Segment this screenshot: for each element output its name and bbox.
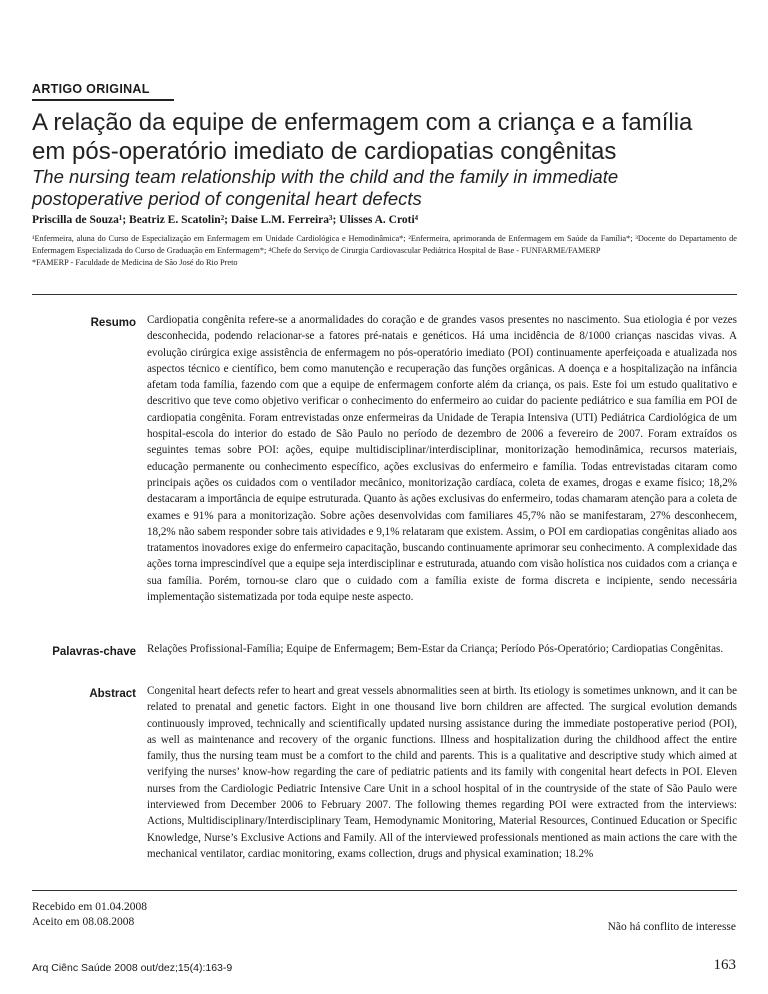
journal-citation: Arq Ciênc Saúde 2008 out/dez;15(4):163-9	[32, 962, 233, 974]
submission-dates	[32, 900, 147, 930]
resumo-label: Resumo	[90, 317, 136, 329]
keywords-label: Palavras-chave	[52, 646, 136, 658]
affiliation-note: *FAMERP - Faculdade de Medicina de São José do Rio Preto	[32, 258, 238, 267]
abstract-label: Abstract	[89, 688, 136, 700]
article-title-en: The nursing team relationship with the child and the family in immediate postoperative period of congenital heart defects	[32, 166, 619, 209]
section-label: ARTIGO ORIGINAL	[32, 82, 150, 96]
author-list: Priscilla de Souza¹; Beatriz E. Scatolin²; Daise L.M. Ferreira³; Ulisses A. Croti⁴	[32, 214, 419, 226]
affiliation-text: ¹Enfermeira, aluna do Curso de Especialização em Enfermagem em Unidade Cardiológica e Hemodinâmica*; ²Enfermeira, aprimoranda de Enfermagem em Saúde da Família*; ³Docente do Departamento de Enfermagem Especializada do Curso de Graduação em Enfermagem*; ⁴Chefe do Serviço de Cirurgia Cardiovascular Pediátrica Hospital de Base - FUNFARME/FAMERP	[32, 234, 737, 255]
header-divider	[32, 294, 737, 295]
section-underline	[32, 99, 174, 101]
keywords-text: Relações Profissional-Família; Equipe de Enfermagem; Bem-Estar da Criança; Período Pós-Operatório; Cardiopatias Congênitas.	[147, 643, 724, 655]
resumo-text: Cardiopatia congênita refere-se a anormalidades do coração e de grandes vasos presentes no nascimento. Sua etiologia é por vezes desconhecida, podendo relacionar-se a fatores pré-natais e genéticos. Há uma incidência de 8/1000 crianças nascidas vivas. A evolução cirúrgica exige assistência de enfermagem no pós-operatório imediato (POI) continuamente aperfeiçoada e atualizada nos aspectos técnico e científico, bem como manutenção e recuperação das funções orgânicas. A doença e a hospitalização na infância afetam toda família, fazendo com que a equipe de enfermagem conforte além da criança, os pais. Este foi um estudo qualitativo e descritivo que teve como objetivo verificar o conhecimento do enfermeiro ao cuidar do paciente pediátrico e sua família em POI de cardiopatia congênita. Foram entrevistadas onze enfermeiras da Unidade de Terapia Intensiva (UTI) Pediátrica Cardiológica de um hospital-escola do interior do estado de São Paulo no período de dezembro de 2006 a fevereiro de 2007. Foram extraídos os seguintes temas sobre POI: ações, equipe multidisciplinar/interdisciplinar, monitorização hemodinâmica, recursos materiais, educação permanente ou conhecimento específico, ações exclusivas do enfermeiro e família. Todas entrevistadas citaram como principais ações os cuidados com o ventilador mecânico, monitorização cardíaca, coleta de exames, drogas e exame físico; 18,2% destacaram a importância de equipe estruturada. Quanto às ações exclusivas do enfermeiro, todas chamaram atenção para a coleta de exames e 91% para a monitorização. Sobre ações desenvolvidas com familiares 45,7% não se manifestaram, 27% desconhecem, 18,2% não sabem responder sobre tais atividades e 9,1% relataram que existem. Assim, o POI em cardiopatias congênitas aliado aos tratamentos inovadores exige do enfermeiro capacitação, buscando continuamente aprimorar seu conhecimento. A complexidade das ações torna imprescindível que a equipe seja interdisciplinar e estruturada, atuando com visão holística nos cuidados com a criança e sua família. Porém, tornou-se claro que o cuidado com a família existe de forma discreta e incipiente, sendo necessária implementação sistematizada por toda equipe neste aspecto.	[147, 314, 737, 604]
page-number: 163	[713, 957, 736, 973]
footer-divider	[32, 890, 737, 891]
conflict-statement: Não há conflito de interesse	[607, 921, 736, 933]
abstract-text: Congenital heart defects refer to heart and great vessels abnormalities seen at birth. Its etiology is sometimes unknown, and it can be related to prenatal and genetic factors. Eight in one thousand live born children are affected. The surgical evolution demands continuously improved, technically and scientifically updated nursing assistance during the immediate postoperative period (POI), as well as maintenance and recovery of the organic functions. Illness and hospitalization during the childhood affect the entire family, thus the nursing team must be a comfort to the child and parents. This is a qualitative and descriptive study which aimed at verifying the nurses’ know-how regarding the care of pediatric patients and its family with congenital heart defects in POI. Eleven nurses from the Cardiologic Pediatric Intensive Care Unit in a school hospital of in the countryside of the state of São Paulo were interviewed from December 2006 to February 2007. The following themes regarding POI were extracted from the interviews: Actions, Multidisciplinary/Interdisciplinary Team, Hemodynamic Monitoring, Material Resources, Continued Education or Specific Knowledge, Nurse’s Exclusive Actions and Family. All of the interviewed professionals mentioned as main actions the care with the mechanical ventilator, cardiac monitoring, exams collection, drugs and physical examination; 18.2%	[147, 685, 737, 860]
affiliations	[32, 233, 737, 269]
article-title-pt: A relação da equipe de enfermagem com a criança e a família em pós-operatório imediato de cardiopatias congênitas	[32, 109, 693, 165]
accepted-date: Aceito em 08.08.2008	[32, 916, 135, 928]
received-date: Recebido em 01.04.2008	[32, 901, 147, 913]
